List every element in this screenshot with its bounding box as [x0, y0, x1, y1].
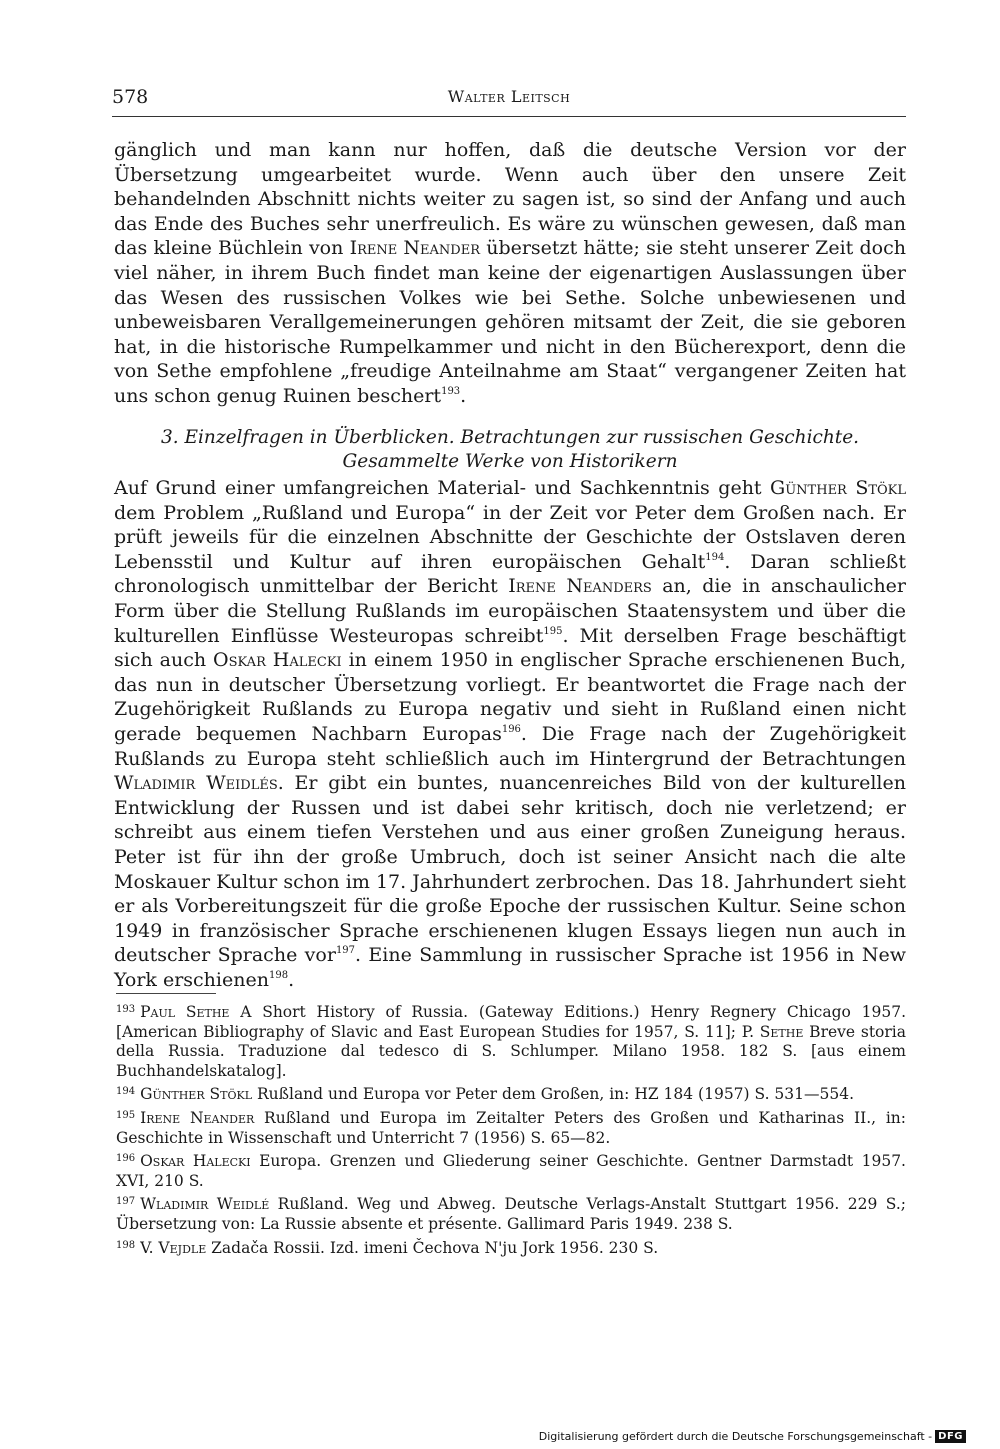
footnote-193	[116, 1000, 906, 1081]
footnote-ref[interactable]: 197	[335, 945, 356, 957]
digitization-notice	[539, 1430, 966, 1443]
text-run: . Er gibt ein buntes, nuancenreiches Bild von der kulturellen Entwicklung der Russen und ist dabei sehr kritisch, doch nie verletzend; er schreibt aus einem tiefen Verstehen und aus einer großen Zuneigung heraus. Peter ist für ihn der große Umbruch, doch ist seiner Ansicht nach die alte Moskauer Kultur schon im 17. Jahrhundert zerbrochen. Das 18. Jahrhundert sieht er als Vorbereitungszeit für die große Epoche der russischen Kultur. Seine schon 1949 in französischer Sprache erschienenen klugen Essays liegen nun auch in deutscher Sprache vor	[114, 772, 906, 967]
footnote-ref[interactable]: 196	[501, 723, 521, 735]
footnote-number: 197	[116, 1196, 136, 1208]
footnote-ref[interactable]: 194	[705, 551, 725, 563]
author-name: Günther Stökl	[140, 1085, 253, 1104]
author-name: Günther Stökl	[770, 477, 907, 499]
author-name: Wladimir Weidlés	[114, 772, 278, 795]
author-name: Oskar Halecki	[140, 1152, 251, 1171]
footnote-text: Zadača Rossii. Izd. imeni Čechova N'ju Jork 1956. 230 S.	[206, 1238, 659, 1257]
author-name: V. Vejdle	[140, 1238, 207, 1257]
footnote-number: 198	[116, 1239, 136, 1251]
footnote-ref[interactable]: 195	[543, 625, 563, 637]
footnote-195	[116, 1106, 906, 1148]
footnote-divider	[116, 993, 216, 994]
footnote-197	[116, 1192, 906, 1234]
running-head: Walter Leitsch	[447, 87, 571, 106]
footnote-194	[116, 1082, 906, 1105]
author-name: Oskar Halecki	[213, 649, 342, 672]
text-run: . Die Frage nach der Zugehörigkeit Rußlands zu Europa steht schließlich auch im Hintergrund der Betrachtungen	[114, 722, 906, 770]
text-run: gänglich und man kann nur hoffen, daß die deutsche Version vor der Übersetzung umgearbeitet wurde. Wenn auch über den unsere Zeit behandelnden Abschnitt nichts weiter zu sagen ist, so sind der Anfang und auch das Ende des Buches sehr unerfreulich. Es wäre zu wünschen gewesen, daß man das kleine Büchlein von	[114, 139, 906, 260]
footnotes	[116, 1000, 906, 1259]
author-name: Wladimir Weidlé	[140, 1195, 270, 1214]
footnote-text: A Short History of Russia. (Gateway Editions.) Henry Regnery Chicago 1957. [American Bibliography of Slavic and East European Studies for 1957, S. 11]; P.	[116, 1003, 906, 1041]
footnote-number: 193	[116, 1004, 136, 1015]
text-run: an, die in anschaulicher Form über die Stellung Rußlands im europäischen Staatensystem und über die kulturellen Einflüsse Westeuropas schreibt	[114, 575, 907, 647]
text-run: . Eine Sammlung in russischer Sprache ist 1956 in New York erschienen	[114, 944, 906, 991]
author-name: Irene Neander	[140, 1108, 255, 1127]
text-run: übersetzt hätte; sie steht unserer Zeit doch viel näher, in ihrem Buch findet man keine der eigenartigen Auslassungen über das Wesen des russischen Volkes wie bei Sethe. Solche unbewiesenen und unbeweisbaren Verallgemeinerungen gehören mitsamt der Zeit, die sie geboren hat, in die historische Rumpelkammer und nicht in den Bücherexport, denn die von Sethe empfohlene „freudige Anteilnahme am Staat“ vergangener Zeiten hat uns schon genug Ruinen beschert	[114, 237, 906, 407]
footnote-198	[116, 1236, 906, 1259]
footnote-text: Breve storia della Russia. Traduzione dal tedesco di S. Schlumper. Milano 1958. 182 S. [aus einem Buchhandelskatalog].	[116, 1022, 906, 1080]
footnote-number: 195	[116, 1109, 136, 1121]
section-heading	[114, 426, 906, 474]
section-heading-line-1: 3. Einzelfragen in Überblicken. Betrachtungen zur russischen Geschichte.	[160, 427, 860, 448]
text-run: Auf Grund einer umfangreichen Material- und Sachkenntnis geht	[114, 477, 771, 499]
footnote-text: Rußland und Europa vor Peter dem Großen, in: HZ 184 (1957) S. 531—554.	[252, 1085, 855, 1104]
text-run: . Daran schließt chronologisch unmittelbar der Bericht	[114, 550, 906, 598]
intro-paragraph	[114, 138, 906, 409]
footnote-number: 196	[116, 1153, 136, 1165]
dfg-logo-icon: DFG	[935, 1430, 966, 1443]
footnote-text: Rußland. Weg und Abweg. Deutsche Verlags-Anstalt Stuttgart 1956. 229 S.; Übersetzung von: La Russie absente et présente. Gallimard Paris 1949. 238 S.	[116, 1195, 906, 1233]
author-name: Sethe	[759, 1022, 804, 1041]
text-run: .	[460, 384, 467, 407]
section-paragraph	[114, 476, 906, 992]
author-name: Paul Sethe	[140, 1003, 230, 1021]
footnote-text: Europa. Grenzen und Gliederung seiner Geschichte. Gentner Darmstadt 1957. XVI, 210 S.	[116, 1152, 906, 1190]
author-name: Irene Neanders	[508, 575, 652, 598]
footnote-ref[interactable]: 193	[441, 385, 461, 397]
text-run: .	[288, 968, 295, 991]
footnote-ref[interactable]: 198	[268, 969, 289, 981]
text-run: dem Problem „Rußland und Europa“ in der Zeit vor Peter dem Großen nach. Er prüft jeweils für die einzelnen Abschnitte der Geschichte der Ostslaven deren Lebensstil und Kultur auf ihren europäischen Gehalt	[114, 501, 906, 573]
page-number: 578	[112, 86, 149, 108]
section-heading-line-2: Gesammelte Werke von Historikern	[342, 451, 678, 472]
footnote-number: 194	[116, 1086, 136, 1098]
author-name: Irene Neander	[349, 237, 480, 260]
footnote-text: Rußland und Europa im Zeitalter Peters des Großen und Katharinas II., in: Geschichte in Wissenschaft und Unterricht 7 (1956) S. 65—82.	[116, 1108, 906, 1147]
text-run: . Mit derselben Frage beschäftigt sich auch	[114, 624, 906, 672]
page-header	[112, 86, 906, 117]
digitization-text: Digitalisierung gefördert durch die Deutsche Forschungsgemeinschaft -	[538, 1430, 933, 1443]
text-run: in einem 1950 in englischer Sprache erschienenen Buch, das nun in deutscher Übersetzung vorliegt. Er beantwortet die Frage nach der Zugehörigkeit Rußlands zu Europa negativ und sieht in Rußland einen nicht gerade bequemen Nachbarn Europas	[114, 649, 906, 745]
footnote-196	[116, 1149, 906, 1191]
